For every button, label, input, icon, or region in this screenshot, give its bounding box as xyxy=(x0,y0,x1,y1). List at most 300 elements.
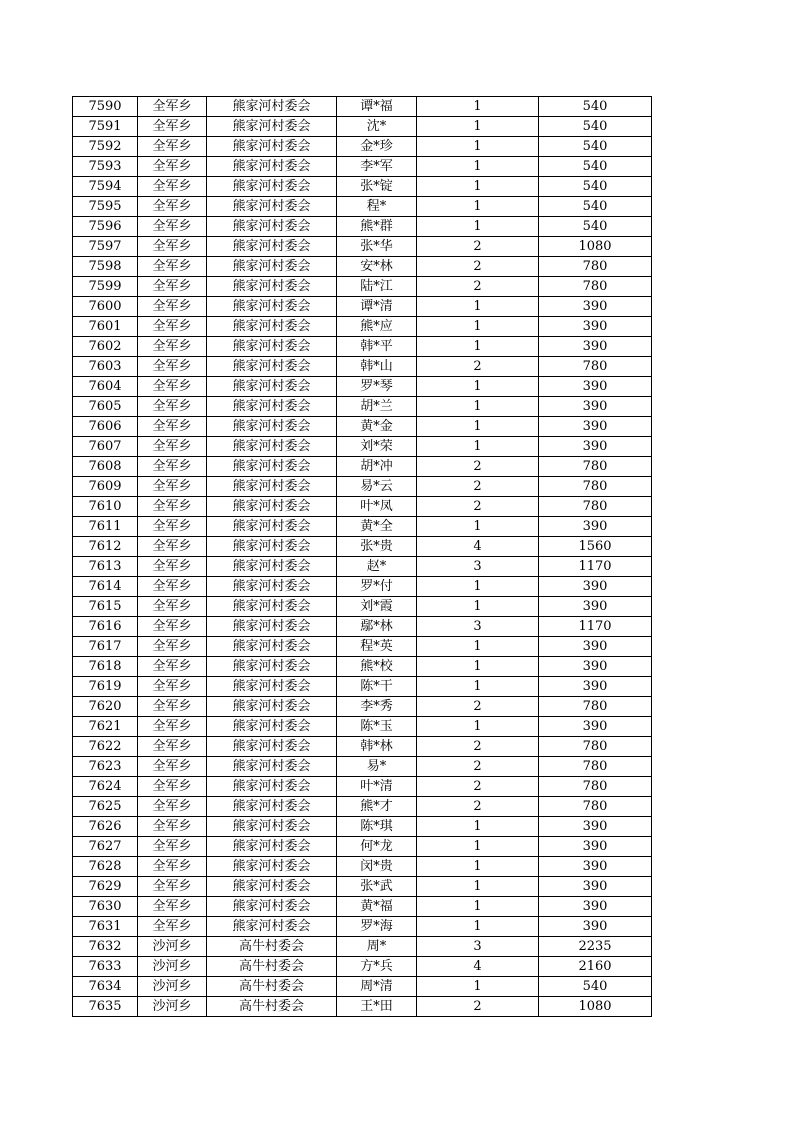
table-row xyxy=(73,917,652,937)
cell-amount: 780 xyxy=(539,277,652,297)
cell-amount: 390 xyxy=(539,817,652,837)
cell-township: 全军乡 xyxy=(138,97,207,117)
table-row xyxy=(73,397,652,417)
cell-township: 沙河乡 xyxy=(138,977,207,997)
cell-village: 熊家河村委会 xyxy=(207,537,337,557)
cell-count: 1 xyxy=(417,377,539,397)
cell-amount: 780 xyxy=(539,357,652,377)
cell-township: 全军乡 xyxy=(138,757,207,777)
cell-township: 全军乡 xyxy=(138,477,207,497)
cell-village: 熊家河村委会 xyxy=(207,637,337,657)
cell-township: 全军乡 xyxy=(138,517,207,537)
cell-township: 全军乡 xyxy=(138,577,207,597)
cell-id: 7607 xyxy=(73,437,138,457)
cell-township: 全军乡 xyxy=(138,857,207,877)
table-row xyxy=(73,257,652,277)
cell-count: 2 xyxy=(417,997,539,1017)
cell-township: 全军乡 xyxy=(138,337,207,357)
cell-amount: 780 xyxy=(539,457,652,477)
cell-id: 7612 xyxy=(73,537,138,557)
cell-id: 7628 xyxy=(73,857,138,877)
cell-count: 1 xyxy=(417,97,539,117)
data-table xyxy=(72,96,652,1017)
cell-id: 7610 xyxy=(73,497,138,517)
cell-amount: 1080 xyxy=(539,997,652,1017)
cell-count: 1 xyxy=(417,117,539,137)
cell-village: 熊家河村委会 xyxy=(207,517,337,537)
cell-id: 7590 xyxy=(73,97,138,117)
table-row xyxy=(73,717,652,737)
table-row xyxy=(73,957,652,977)
cell-name: 叶*清 xyxy=(337,777,417,797)
cell-name: 程*英 xyxy=(337,637,417,657)
cell-name: 黄*金 xyxy=(337,417,417,437)
cell-name: 熊*应 xyxy=(337,317,417,337)
cell-name: 周*清 xyxy=(337,977,417,997)
cell-township: 全军乡 xyxy=(138,617,207,637)
cell-amount: 540 xyxy=(539,197,652,217)
cell-name: 陈*玉 xyxy=(337,717,417,737)
cell-id: 7596 xyxy=(73,217,138,237)
table-row xyxy=(73,997,652,1017)
cell-amount: 780 xyxy=(539,257,652,277)
cell-id: 7606 xyxy=(73,417,138,437)
cell-township: 全军乡 xyxy=(138,117,207,137)
cell-village: 熊家河村委会 xyxy=(207,817,337,837)
cell-village: 熊家河村委会 xyxy=(207,797,337,817)
cell-township: 全军乡 xyxy=(138,497,207,517)
cell-count: 2 xyxy=(417,797,539,817)
cell-count: 3 xyxy=(417,617,539,637)
cell-amount: 390 xyxy=(539,877,652,897)
table-row xyxy=(73,217,652,237)
table-row xyxy=(73,877,652,897)
cell-township: 全军乡 xyxy=(138,597,207,617)
cell-township: 全军乡 xyxy=(138,897,207,917)
cell-township: 全军乡 xyxy=(138,917,207,937)
cell-village: 熊家河村委会 xyxy=(207,897,337,917)
cell-count: 1 xyxy=(417,977,539,997)
cell-amount: 540 xyxy=(539,97,652,117)
cell-amount: 780 xyxy=(539,497,652,517)
cell-amount: 390 xyxy=(539,377,652,397)
cell-id: 7633 xyxy=(73,957,138,977)
table-row xyxy=(73,297,652,317)
cell-count: 1 xyxy=(417,157,539,177)
cell-amount: 1170 xyxy=(539,557,652,577)
cell-count: 1 xyxy=(417,817,539,837)
cell-township: 全军乡 xyxy=(138,877,207,897)
cell-count: 1 xyxy=(417,397,539,417)
cell-count: 4 xyxy=(417,957,539,977)
cell-village: 熊家河村委会 xyxy=(207,497,337,517)
cell-village: 熊家河村委会 xyxy=(207,357,337,377)
cell-count: 1 xyxy=(417,337,539,357)
cell-id: 7618 xyxy=(73,657,138,677)
table-row xyxy=(73,697,652,717)
table-row xyxy=(73,977,652,997)
cell-township: 全军乡 xyxy=(138,277,207,297)
cell-township: 全军乡 xyxy=(138,797,207,817)
table-row xyxy=(73,417,652,437)
cell-village: 熊家河村委会 xyxy=(207,417,337,437)
cell-name: 鄢*林 xyxy=(337,617,417,637)
cell-id: 7601 xyxy=(73,317,138,337)
cell-amount: 540 xyxy=(539,137,652,157)
cell-village: 熊家河村委会 xyxy=(207,917,337,937)
cell-township: 全军乡 xyxy=(138,357,207,377)
cell-village: 熊家河村委会 xyxy=(207,397,337,417)
cell-township: 全军乡 xyxy=(138,437,207,457)
cell-village: 高牛村委会 xyxy=(207,957,337,977)
cell-village: 熊家河村委会 xyxy=(207,337,337,357)
table-row xyxy=(73,817,652,837)
cell-township: 全军乡 xyxy=(138,237,207,257)
cell-id: 7593 xyxy=(73,157,138,177)
cell-amount: 390 xyxy=(539,577,652,597)
table-row xyxy=(73,137,652,157)
cell-name: 韩*林 xyxy=(337,737,417,757)
cell-id: 7616 xyxy=(73,617,138,637)
cell-village: 熊家河村委会 xyxy=(207,777,337,797)
cell-name: 张*锭 xyxy=(337,177,417,197)
cell-amount: 780 xyxy=(539,797,652,817)
cell-id: 7611 xyxy=(73,517,138,537)
cell-name: 谭*清 xyxy=(337,297,417,317)
cell-village: 熊家河村委会 xyxy=(207,137,337,157)
cell-village: 熊家河村委会 xyxy=(207,737,337,757)
cell-count: 1 xyxy=(417,657,539,677)
cell-amount: 390 xyxy=(539,857,652,877)
cell-id: 7625 xyxy=(73,797,138,817)
cell-village: 熊家河村委会 xyxy=(207,297,337,317)
cell-township: 全军乡 xyxy=(138,537,207,557)
cell-id: 7634 xyxy=(73,977,138,997)
cell-township: 全军乡 xyxy=(138,457,207,477)
cell-township: 全军乡 xyxy=(138,397,207,417)
cell-amount: 540 xyxy=(539,217,652,237)
cell-village: 熊家河村委会 xyxy=(207,697,337,717)
table-row xyxy=(73,537,652,557)
table-row xyxy=(73,377,652,397)
cell-id: 7592 xyxy=(73,137,138,157)
cell-count: 2 xyxy=(417,757,539,777)
cell-amount: 390 xyxy=(539,637,652,657)
cell-township: 全军乡 xyxy=(138,257,207,277)
cell-count: 2 xyxy=(417,777,539,797)
cell-name: 沈* xyxy=(337,117,417,137)
cell-name: 刘*荣 xyxy=(337,437,417,457)
cell-name: 韩*山 xyxy=(337,357,417,377)
cell-count: 1 xyxy=(417,297,539,317)
table-body xyxy=(73,97,652,1017)
cell-count: 1 xyxy=(417,837,539,857)
cell-name: 胡*冲 xyxy=(337,457,417,477)
cell-name: 黄*全 xyxy=(337,517,417,537)
cell-count: 1 xyxy=(417,597,539,617)
cell-village: 熊家河村委会 xyxy=(207,857,337,877)
cell-count: 2 xyxy=(417,497,539,517)
cell-name: 张*武 xyxy=(337,877,417,897)
cell-amount: 390 xyxy=(539,897,652,917)
cell-id: 7622 xyxy=(73,737,138,757)
cell-name: 罗*海 xyxy=(337,917,417,937)
cell-id: 7617 xyxy=(73,637,138,657)
table-row xyxy=(73,157,652,177)
cell-village: 高牛村委会 xyxy=(207,997,337,1017)
cell-village: 熊家河村委会 xyxy=(207,617,337,637)
cell-township: 全军乡 xyxy=(138,417,207,437)
cell-id: 7605 xyxy=(73,397,138,417)
cell-id: 7600 xyxy=(73,297,138,317)
cell-township: 全军乡 xyxy=(138,737,207,757)
table-row xyxy=(73,737,652,757)
cell-count: 1 xyxy=(417,417,539,437)
cell-amount: 390 xyxy=(539,917,652,937)
cell-id: 7631 xyxy=(73,917,138,937)
cell-village: 熊家河村委会 xyxy=(207,317,337,337)
table-row xyxy=(73,837,652,857)
cell-id: 7613 xyxy=(73,557,138,577)
cell-amount: 2235 xyxy=(539,937,652,957)
cell-amount: 390 xyxy=(539,297,652,317)
cell-name: 黄*福 xyxy=(337,897,417,917)
cell-count: 2 xyxy=(417,237,539,257)
cell-name: 罗*付 xyxy=(337,577,417,597)
cell-village: 熊家河村委会 xyxy=(207,117,337,137)
table-row xyxy=(73,597,652,617)
cell-id: 7629 xyxy=(73,877,138,897)
cell-name: 张*贵 xyxy=(337,537,417,557)
cell-count: 1 xyxy=(417,677,539,697)
cell-village: 熊家河村委会 xyxy=(207,717,337,737)
cell-amount: 390 xyxy=(539,717,652,737)
table-row xyxy=(73,357,652,377)
table-row xyxy=(73,337,652,357)
cell-village: 熊家河村委会 xyxy=(207,757,337,777)
cell-id: 7627 xyxy=(73,837,138,857)
cell-count: 1 xyxy=(417,217,539,237)
table-row xyxy=(73,937,652,957)
cell-village: 熊家河村委会 xyxy=(207,837,337,857)
cell-amount: 390 xyxy=(539,657,652,677)
cell-count: 2 xyxy=(417,257,539,277)
table-row xyxy=(73,757,652,777)
cell-name: 闵*贵 xyxy=(337,857,417,877)
cell-township: 全军乡 xyxy=(138,217,207,237)
cell-township: 沙河乡 xyxy=(138,997,207,1017)
cell-amount: 780 xyxy=(539,757,652,777)
cell-amount: 1080 xyxy=(539,237,652,257)
cell-id: 7621 xyxy=(73,717,138,737)
cell-township: 全军乡 xyxy=(138,137,207,157)
cell-township: 沙河乡 xyxy=(138,937,207,957)
cell-count: 1 xyxy=(417,717,539,737)
cell-name: 熊*校 xyxy=(337,657,417,677)
cell-name: 李*秀 xyxy=(337,697,417,717)
cell-amount: 540 xyxy=(539,117,652,137)
cell-name: 李*军 xyxy=(337,157,417,177)
cell-name: 熊*群 xyxy=(337,217,417,237)
cell-id: 7624 xyxy=(73,777,138,797)
cell-amount: 1170 xyxy=(539,617,652,637)
cell-id: 7632 xyxy=(73,937,138,957)
table-row xyxy=(73,857,652,877)
cell-count: 2 xyxy=(417,477,539,497)
table-row xyxy=(73,637,652,657)
cell-village: 熊家河村委会 xyxy=(207,257,337,277)
cell-township: 沙河乡 xyxy=(138,957,207,977)
cell-township: 全军乡 xyxy=(138,557,207,577)
table-row xyxy=(73,277,652,297)
cell-village: 熊家河村委会 xyxy=(207,877,337,897)
cell-name: 易* xyxy=(337,757,417,777)
cell-village: 高牛村委会 xyxy=(207,937,337,957)
cell-village: 熊家河村委会 xyxy=(207,377,337,397)
cell-name: 张*华 xyxy=(337,237,417,257)
cell-id: 7598 xyxy=(73,257,138,277)
cell-id: 7626 xyxy=(73,817,138,837)
cell-count: 1 xyxy=(417,317,539,337)
cell-township: 全军乡 xyxy=(138,637,207,657)
cell-name: 韩*平 xyxy=(337,337,417,357)
cell-village: 熊家河村委会 xyxy=(207,177,337,197)
cell-name: 胡*兰 xyxy=(337,397,417,417)
cell-amount: 780 xyxy=(539,697,652,717)
cell-amount: 390 xyxy=(539,437,652,457)
cell-count: 1 xyxy=(417,517,539,537)
cell-village: 熊家河村委会 xyxy=(207,277,337,297)
cell-count: 1 xyxy=(417,577,539,597)
cell-township: 全军乡 xyxy=(138,197,207,217)
cell-count: 3 xyxy=(417,557,539,577)
cell-name: 罗*琴 xyxy=(337,377,417,397)
cell-amount: 390 xyxy=(539,517,652,537)
table-row xyxy=(73,477,652,497)
cell-id: 7609 xyxy=(73,477,138,497)
cell-township: 全军乡 xyxy=(138,317,207,337)
cell-township: 全军乡 xyxy=(138,837,207,857)
table-row xyxy=(73,777,652,797)
cell-name: 刘*霞 xyxy=(337,597,417,617)
cell-name: 陆*江 xyxy=(337,277,417,297)
cell-township: 全军乡 xyxy=(138,157,207,177)
cell-amount: 540 xyxy=(539,157,652,177)
cell-village: 熊家河村委会 xyxy=(207,197,337,217)
cell-amount: 390 xyxy=(539,337,652,357)
cell-id: 7594 xyxy=(73,177,138,197)
cell-village: 熊家河村委会 xyxy=(207,597,337,617)
cell-township: 全军乡 xyxy=(138,697,207,717)
cell-name: 程* xyxy=(337,197,417,217)
cell-name: 何*龙 xyxy=(337,837,417,857)
cell-township: 全军乡 xyxy=(138,817,207,837)
cell-township: 全军乡 xyxy=(138,777,207,797)
cell-count: 1 xyxy=(417,437,539,457)
cell-id: 7614 xyxy=(73,577,138,597)
cell-amount: 390 xyxy=(539,597,652,617)
cell-id: 7620 xyxy=(73,697,138,717)
cell-id: 7591 xyxy=(73,117,138,137)
cell-village: 熊家河村委会 xyxy=(207,97,337,117)
cell-name: 谭*福 xyxy=(337,97,417,117)
cell-name: 陈*干 xyxy=(337,677,417,697)
cell-count: 1 xyxy=(417,877,539,897)
cell-amount: 540 xyxy=(539,177,652,197)
cell-count: 1 xyxy=(417,637,539,657)
cell-village: 熊家河村委会 xyxy=(207,677,337,697)
cell-township: 全军乡 xyxy=(138,677,207,697)
cell-count: 2 xyxy=(417,277,539,297)
cell-amount: 390 xyxy=(539,397,652,417)
cell-id: 7597 xyxy=(73,237,138,257)
cell-village: 熊家河村委会 xyxy=(207,457,337,477)
cell-count: 2 xyxy=(417,737,539,757)
cell-id: 7599 xyxy=(73,277,138,297)
cell-township: 全军乡 xyxy=(138,377,207,397)
cell-name: 陈*琪 xyxy=(337,817,417,837)
cell-amount: 1560 xyxy=(539,537,652,557)
table-row xyxy=(73,177,652,197)
cell-id: 7602 xyxy=(73,337,138,357)
cell-id: 7595 xyxy=(73,197,138,217)
table-row xyxy=(73,437,652,457)
cell-name: 叶*凤 xyxy=(337,497,417,517)
cell-name: 方*兵 xyxy=(337,957,417,977)
cell-amount: 390 xyxy=(539,677,652,697)
cell-village: 熊家河村委会 xyxy=(207,237,337,257)
cell-village: 熊家河村委会 xyxy=(207,437,337,457)
cell-village: 熊家河村委会 xyxy=(207,577,337,597)
table-row xyxy=(73,657,652,677)
table-row xyxy=(73,617,652,637)
cell-village: 熊家河村委会 xyxy=(207,477,337,497)
cell-name: 王*田 xyxy=(337,997,417,1017)
cell-village: 熊家河村委会 xyxy=(207,657,337,677)
cell-name: 金*珍 xyxy=(337,137,417,157)
cell-count: 1 xyxy=(417,137,539,157)
cell-amount: 2160 xyxy=(539,957,652,977)
cell-count: 4 xyxy=(417,537,539,557)
cell-village: 熊家河村委会 xyxy=(207,157,337,177)
table-row xyxy=(73,577,652,597)
cell-id: 7619 xyxy=(73,677,138,697)
table-row xyxy=(73,317,652,337)
cell-amount: 390 xyxy=(539,417,652,437)
table-row xyxy=(73,237,652,257)
cell-township: 全军乡 xyxy=(138,657,207,677)
cell-count: 1 xyxy=(417,177,539,197)
cell-id: 7603 xyxy=(73,357,138,377)
cell-village: 熊家河村委会 xyxy=(207,557,337,577)
cell-township: 全军乡 xyxy=(138,297,207,317)
cell-count: 2 xyxy=(417,357,539,377)
cell-count: 2 xyxy=(417,457,539,477)
cell-id: 7623 xyxy=(73,757,138,777)
cell-count: 1 xyxy=(417,917,539,937)
cell-village: 高牛村委会 xyxy=(207,977,337,997)
cell-id: 7608 xyxy=(73,457,138,477)
cell-name: 熊*才 xyxy=(337,797,417,817)
table-row xyxy=(73,797,652,817)
cell-count: 1 xyxy=(417,857,539,877)
cell-amount: 390 xyxy=(539,837,652,857)
cell-amount: 390 xyxy=(539,317,652,337)
cell-name: 易*云 xyxy=(337,477,417,497)
cell-name: 安*林 xyxy=(337,257,417,277)
cell-amount: 780 xyxy=(539,477,652,497)
cell-township: 全军乡 xyxy=(138,177,207,197)
